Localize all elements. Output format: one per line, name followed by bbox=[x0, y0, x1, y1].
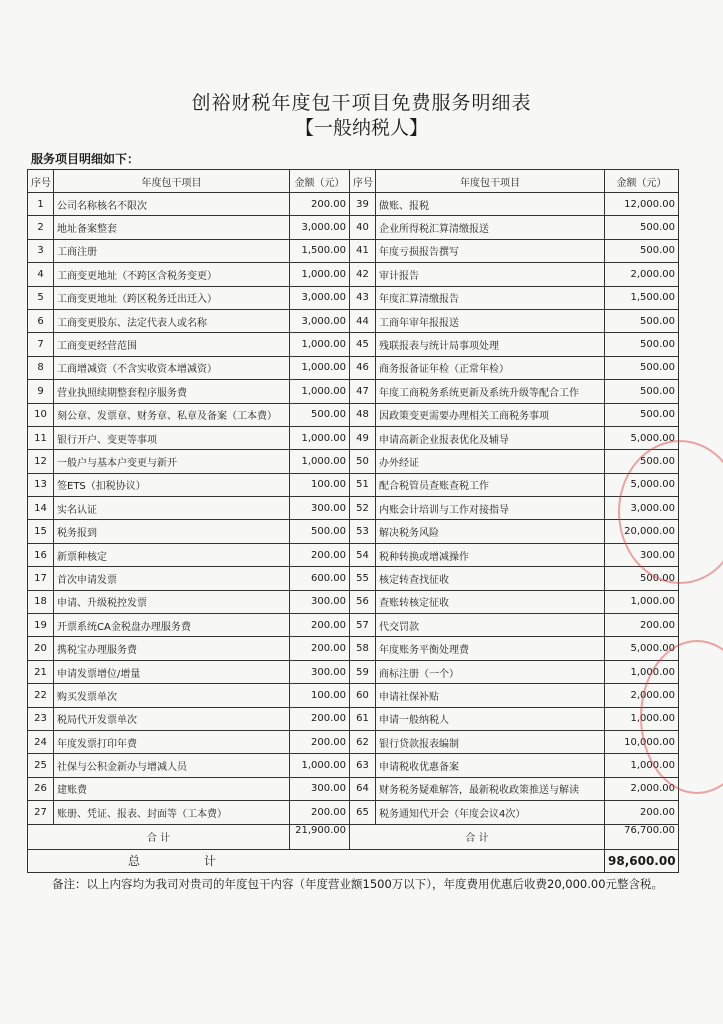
row-no: 52 bbox=[350, 497, 376, 520]
row-no: 22 bbox=[28, 684, 54, 707]
row-amount: 200.00 bbox=[605, 801, 679, 824]
row-amount: 1,000.00 bbox=[290, 263, 350, 286]
row-amount: 5,000.00 bbox=[605, 426, 679, 449]
header-item-right: 年度包干项目 bbox=[376, 170, 605, 193]
row-no: 58 bbox=[350, 637, 376, 660]
row-item: 财务税务疑难解答，最新税收政策推送与解读 bbox=[376, 777, 605, 800]
subtotal-label-right: 合 计 bbox=[350, 824, 605, 849]
row-amount: 3,000.00 bbox=[605, 497, 679, 520]
row-amount: 600.00 bbox=[290, 567, 350, 590]
row-amount: 500.00 bbox=[605, 403, 679, 426]
row-no: 49 bbox=[350, 426, 376, 449]
table-row bbox=[28, 216, 679, 239]
row-item: 实名认证 bbox=[54, 497, 290, 520]
row-amount: 500.00 bbox=[290, 403, 350, 426]
row-item: 商标注册（一个） bbox=[376, 660, 605, 683]
row-item: 银行贷款报表编制 bbox=[376, 730, 605, 753]
table-row bbox=[28, 590, 679, 613]
remarks-note: 备注：以上内容均为我司对贵司的年度包干内容（年度营业额1500万以下），年度费用优惠后收费20,000.00元整含税。 bbox=[52, 877, 664, 891]
row-amount: 300.00 bbox=[290, 497, 350, 520]
row-no: 8 bbox=[28, 356, 54, 379]
row-item: 内账会计培训与工作对接指导 bbox=[376, 497, 605, 520]
row-no: 43 bbox=[350, 286, 376, 309]
row-no: 17 bbox=[28, 567, 54, 590]
row-item: 办外经证 bbox=[376, 450, 605, 473]
row-amount: 10,000.00 bbox=[605, 730, 679, 753]
row-amount: 1,000.00 bbox=[290, 754, 350, 777]
document-title: 创裕财税年度包干项目免费服务明细表 bbox=[191, 92, 532, 114]
row-item: 刻公章、发票章、财务章、私章及备案（工本费） bbox=[54, 403, 290, 426]
row-amount: 200.00 bbox=[290, 801, 350, 824]
row-item: 地址备案整套 bbox=[54, 216, 290, 239]
row-amount: 1,500.00 bbox=[605, 286, 679, 309]
table-row bbox=[28, 380, 679, 403]
row-amount: 1,000.00 bbox=[290, 356, 350, 379]
row-item: 工商增减资（不含实收资本增减资） bbox=[54, 356, 290, 379]
row-item: 新票种核定 bbox=[54, 543, 290, 566]
row-amount: 5,000.00 bbox=[605, 473, 679, 496]
row-no: 55 bbox=[350, 567, 376, 590]
row-item: 年度汇算清缴报告 bbox=[376, 286, 605, 309]
row-amount: 500.00 bbox=[605, 216, 679, 239]
row-amount: 100.00 bbox=[290, 684, 350, 707]
row-no: 15 bbox=[28, 520, 54, 543]
row-no: 18 bbox=[28, 590, 54, 613]
table-row bbox=[28, 333, 679, 356]
row-item: 核定转查找征收 bbox=[376, 567, 605, 590]
row-no: 40 bbox=[350, 216, 376, 239]
row-item: 一般户与基本户变更与新开 bbox=[54, 450, 290, 473]
row-no: 4 bbox=[28, 263, 54, 286]
row-no: 60 bbox=[350, 684, 376, 707]
row-amount: 2,000.00 bbox=[605, 684, 679, 707]
row-amount: 500.00 bbox=[605, 450, 679, 473]
table-row bbox=[28, 637, 679, 660]
row-amount: 1,000.00 bbox=[605, 660, 679, 683]
row-amount: 1,000.00 bbox=[605, 754, 679, 777]
table-row bbox=[28, 801, 679, 824]
table-row bbox=[28, 707, 679, 730]
row-item: 购买发票单次 bbox=[54, 684, 290, 707]
row-amount: 300.00 bbox=[290, 777, 350, 800]
row-no: 63 bbox=[350, 754, 376, 777]
row-amount: 3,000.00 bbox=[290, 309, 350, 332]
row-item: 工商年审年报报送 bbox=[376, 309, 605, 332]
row-amount: 5,000.00 bbox=[605, 637, 679, 660]
row-amount: 3,000.00 bbox=[290, 286, 350, 309]
row-no: 53 bbox=[350, 520, 376, 543]
row-item: 年度账务平衡处理费 bbox=[376, 637, 605, 660]
row-item: 首次申请发票 bbox=[54, 567, 290, 590]
row-no: 9 bbox=[28, 380, 54, 403]
row-no: 51 bbox=[350, 473, 376, 496]
row-amount: 1,000.00 bbox=[290, 426, 350, 449]
row-amount: 1,500.00 bbox=[290, 239, 350, 262]
header-no-right: 序号 bbox=[350, 170, 376, 193]
row-item: 账册、凭证、报表、封面等（工本费） bbox=[54, 801, 290, 824]
table-row bbox=[28, 286, 679, 309]
row-item: 银行开户、变更等事项 bbox=[54, 426, 290, 449]
row-amount: 200.00 bbox=[290, 193, 350, 216]
row-item: 配合税管员查账查税工作 bbox=[376, 473, 605, 496]
row-amount: 100.00 bbox=[290, 473, 350, 496]
row-item: 企业所得税汇算清缴报送 bbox=[376, 216, 605, 239]
row-no: 64 bbox=[350, 777, 376, 800]
row-no: 16 bbox=[28, 543, 54, 566]
row-no: 2 bbox=[28, 216, 54, 239]
row-item: 税种转换或增减操作 bbox=[376, 543, 605, 566]
row-no: 47 bbox=[350, 380, 376, 403]
row-no: 50 bbox=[350, 450, 376, 473]
table-row bbox=[28, 403, 679, 426]
table-row bbox=[28, 520, 679, 543]
header-amount-left: 金额（元） bbox=[290, 170, 350, 193]
table-header-row bbox=[28, 170, 679, 193]
table-row bbox=[28, 730, 679, 753]
grand-total-row bbox=[28, 849, 679, 872]
row-amount: 500.00 bbox=[605, 309, 679, 332]
table-row bbox=[28, 543, 679, 566]
header-no-left: 序号 bbox=[28, 170, 54, 193]
row-no: 61 bbox=[350, 707, 376, 730]
row-amount: 500.00 bbox=[605, 333, 679, 356]
row-no: 5 bbox=[28, 286, 54, 309]
header-item-left: 年度包干项目 bbox=[54, 170, 290, 193]
table-row bbox=[28, 777, 679, 800]
row-amount: 200.00 bbox=[290, 730, 350, 753]
intro-label: 服务项目明细如下： bbox=[31, 152, 140, 166]
row-amount: 1,000.00 bbox=[290, 450, 350, 473]
row-no: 19 bbox=[28, 614, 54, 637]
row-no: 59 bbox=[350, 660, 376, 683]
row-no: 42 bbox=[350, 263, 376, 286]
table-row bbox=[28, 660, 679, 683]
table-row bbox=[28, 497, 679, 520]
subtotal-label-left: 合 计 bbox=[28, 824, 290, 849]
row-item: 社保与公积金新办与增减人员 bbox=[54, 754, 290, 777]
row-amount: 200.00 bbox=[290, 637, 350, 660]
row-item: 商务报备证年检（正常年检） bbox=[376, 356, 605, 379]
row-item: 工商注册 bbox=[54, 239, 290, 262]
row-item: 工商变更地址（不跨区含税务变更） bbox=[54, 263, 290, 286]
row-item: 年度工商税务系统更新及系统升级等配合工作 bbox=[376, 380, 605, 403]
table-row bbox=[28, 356, 679, 379]
row-no: 57 bbox=[350, 614, 376, 637]
row-item: 申请发票增位/增量 bbox=[54, 660, 290, 683]
row-item: 申请税收优惠备案 bbox=[376, 754, 605, 777]
row-item: 携税宝办理服务费 bbox=[54, 637, 290, 660]
row-item: 审计报告 bbox=[376, 263, 605, 286]
subtotal-row bbox=[28, 824, 679, 849]
row-no: 41 bbox=[350, 239, 376, 262]
row-item: 年度发票打印年费 bbox=[54, 730, 290, 753]
row-no: 27 bbox=[28, 801, 54, 824]
row-no: 62 bbox=[350, 730, 376, 753]
row-item: 查账转核定征收 bbox=[376, 590, 605, 613]
table-row bbox=[28, 684, 679, 707]
grand-total-amount: 98,600.00 bbox=[605, 849, 679, 872]
row-no: 48 bbox=[350, 403, 376, 426]
row-item: 工商变更股东、法定代表人或名称 bbox=[54, 309, 290, 332]
table-row bbox=[28, 754, 679, 777]
row-item: 签ETS（扣税协议） bbox=[54, 473, 290, 496]
row-item: 公司名称核名不限次 bbox=[54, 193, 290, 216]
table-row bbox=[28, 426, 679, 449]
row-amount: 20,000.00 bbox=[605, 520, 679, 543]
row-no: 12 bbox=[28, 450, 54, 473]
row-amount: 300.00 bbox=[290, 660, 350, 683]
row-item: 申请社保补贴 bbox=[376, 684, 605, 707]
row-item: 工商变更经营范围 bbox=[54, 333, 290, 356]
row-amount: 500.00 bbox=[605, 567, 679, 590]
row-amount: 500.00 bbox=[605, 380, 679, 403]
row-no: 3 bbox=[28, 239, 54, 262]
row-amount: 500.00 bbox=[605, 239, 679, 262]
document-subtitle: 【一般纳税人】 bbox=[294, 117, 428, 139]
row-amount: 2,000.00 bbox=[605, 263, 679, 286]
row-no: 10 bbox=[28, 403, 54, 426]
row-item: 年度亏损报告撰写 bbox=[376, 239, 605, 262]
row-item: 因政策变更需要办理相关工商税务事项 bbox=[376, 403, 605, 426]
row-item: 解决税务风险 bbox=[376, 520, 605, 543]
row-no: 24 bbox=[28, 730, 54, 753]
row-amount: 1,000.00 bbox=[290, 380, 350, 403]
row-no: 25 bbox=[28, 754, 54, 777]
row-amount: 12,000.00 bbox=[605, 193, 679, 216]
subtotal-left: 21,900.00 bbox=[290, 824, 350, 849]
row-no: 44 bbox=[350, 309, 376, 332]
row-no: 6 bbox=[28, 309, 54, 332]
subtotal-right: 76,700.00 bbox=[605, 824, 679, 849]
row-amount: 2,000.00 bbox=[605, 777, 679, 800]
row-item: 税务通知代开会（年度会议4次） bbox=[376, 801, 605, 824]
table-row bbox=[28, 193, 679, 216]
row-amount: 200.00 bbox=[290, 543, 350, 566]
row-amount: 3,000.00 bbox=[290, 216, 350, 239]
row-item: 申请、升级税控发票 bbox=[54, 590, 290, 613]
row-no: 13 bbox=[28, 473, 54, 496]
row-item: 开票系统CA金税盘办理服务费 bbox=[54, 614, 290, 637]
row-item: 税务报到 bbox=[54, 520, 290, 543]
row-no: 26 bbox=[28, 777, 54, 800]
table-row bbox=[28, 450, 679, 473]
row-no: 21 bbox=[28, 660, 54, 683]
row-no: 46 bbox=[350, 356, 376, 379]
row-amount: 1,000.00 bbox=[605, 590, 679, 613]
row-item: 税局代开发票单次 bbox=[54, 707, 290, 730]
row-amount: 1,000.00 bbox=[290, 333, 350, 356]
header-amount-right: 金额（元） bbox=[605, 170, 679, 193]
row-item: 建账费 bbox=[54, 777, 290, 800]
table-row bbox=[28, 309, 679, 332]
row-no: 11 bbox=[28, 426, 54, 449]
service-table bbox=[27, 169, 679, 873]
row-amount: 200.00 bbox=[290, 614, 350, 637]
row-item: 做账、报税 bbox=[376, 193, 605, 216]
row-no: 1 bbox=[28, 193, 54, 216]
row-no: 14 bbox=[28, 497, 54, 520]
row-amount: 1,000.00 bbox=[605, 707, 679, 730]
table-row bbox=[28, 473, 679, 496]
row-no: 39 bbox=[350, 193, 376, 216]
row-item: 代交罚款 bbox=[376, 614, 605, 637]
row-item: 残联报表与统计局事项处理 bbox=[376, 333, 605, 356]
grand-total-label: 总 计 bbox=[28, 849, 605, 872]
row-amount: 500.00 bbox=[605, 356, 679, 379]
row-item: 申请一般纳税人 bbox=[376, 707, 605, 730]
row-amount: 300.00 bbox=[290, 590, 350, 613]
row-amount: 200.00 bbox=[605, 614, 679, 637]
row-no: 45 bbox=[350, 333, 376, 356]
row-no: 23 bbox=[28, 707, 54, 730]
row-item: 申请高新企业报表优化及辅导 bbox=[376, 426, 605, 449]
row-no: 20 bbox=[28, 637, 54, 660]
table-row bbox=[28, 614, 679, 637]
table-row bbox=[28, 239, 679, 262]
row-no: 7 bbox=[28, 333, 54, 356]
row-item: 工商变更地址（跨区税务迁出迁入） bbox=[54, 286, 290, 309]
row-item: 营业执照续期整套程序服务费 bbox=[54, 380, 290, 403]
row-amount: 200.00 bbox=[290, 707, 350, 730]
row-amount: 500.00 bbox=[290, 520, 350, 543]
row-no: 65 bbox=[350, 801, 376, 824]
row-no: 54 bbox=[350, 543, 376, 566]
row-amount: 300.00 bbox=[605, 543, 679, 566]
table-row bbox=[28, 567, 679, 590]
row-no: 56 bbox=[350, 590, 376, 613]
table-row bbox=[28, 263, 679, 286]
